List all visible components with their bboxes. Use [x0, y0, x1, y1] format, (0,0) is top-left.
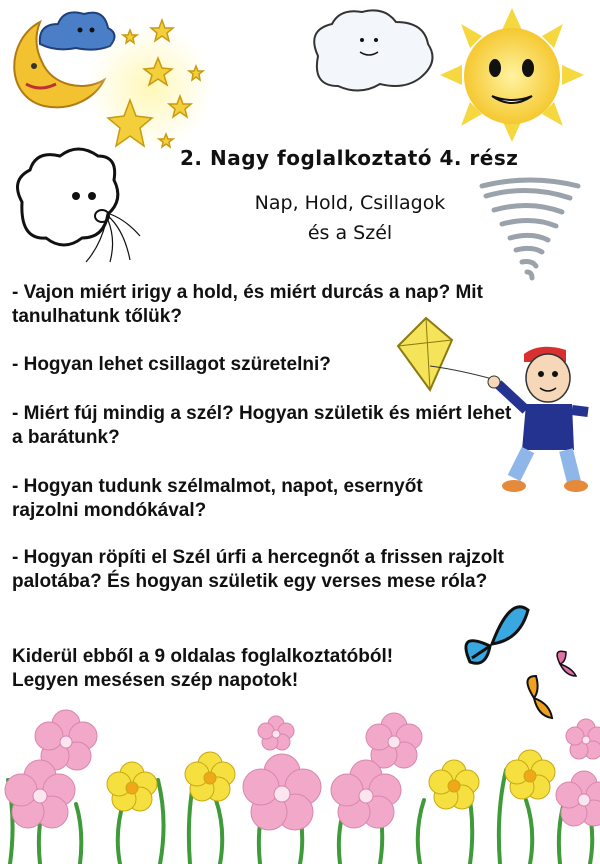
question-2: - Hogyan lehet csillagot szüretelni? [12, 354, 331, 375]
question-3: - Miért fúj mindig a szél? Hogyan születik és miért lehet a barátunk? [12, 403, 512, 448]
question-5: - Hogyan röpíti el Szél úrfi a hercegnőt a frissen rajzolt palotába? És hogyan születik egy verses mese róla? [12, 547, 504, 592]
closing-line-2: Legyen mesésen szép napotok! [12, 670, 299, 691]
question-4: - Hogyan tudunk szélmalmot, napot, esernyőt rajzolni mondókával? [12, 476, 423, 521]
subtitle [230, 188, 470, 248]
subtitle-line-2: és a Szél [307, 222, 393, 244]
blue-butterfly-icon [466, 607, 528, 663]
yellow-flowers [107, 750, 555, 811]
pink-butterfly-icon [557, 651, 576, 676]
sun-icon [440, 8, 584, 142]
star-glow [88, 26, 212, 150]
wind-cloud-icon [18, 149, 141, 262]
page-title: 2. Nagy foglalkoztató 4. rész [180, 146, 519, 170]
closing-line-1: Kiderül ebből a 9 oldalas foglalkoztatóból! [12, 646, 394, 667]
tornado-icon [482, 180, 578, 278]
orange-butterfly-icon [527, 676, 552, 718]
question-1: - Vajon miért irigy a hold, és miért durcás a nap? Mit tanulhatunk tőlük? [12, 282, 483, 327]
closing-text [12, 645, 393, 693]
subtitle-line-1: Nap, Hold, Csillagok [254, 192, 446, 214]
smiling-cloud-icon [314, 10, 432, 90]
blue-cloud-icon [40, 12, 115, 49]
